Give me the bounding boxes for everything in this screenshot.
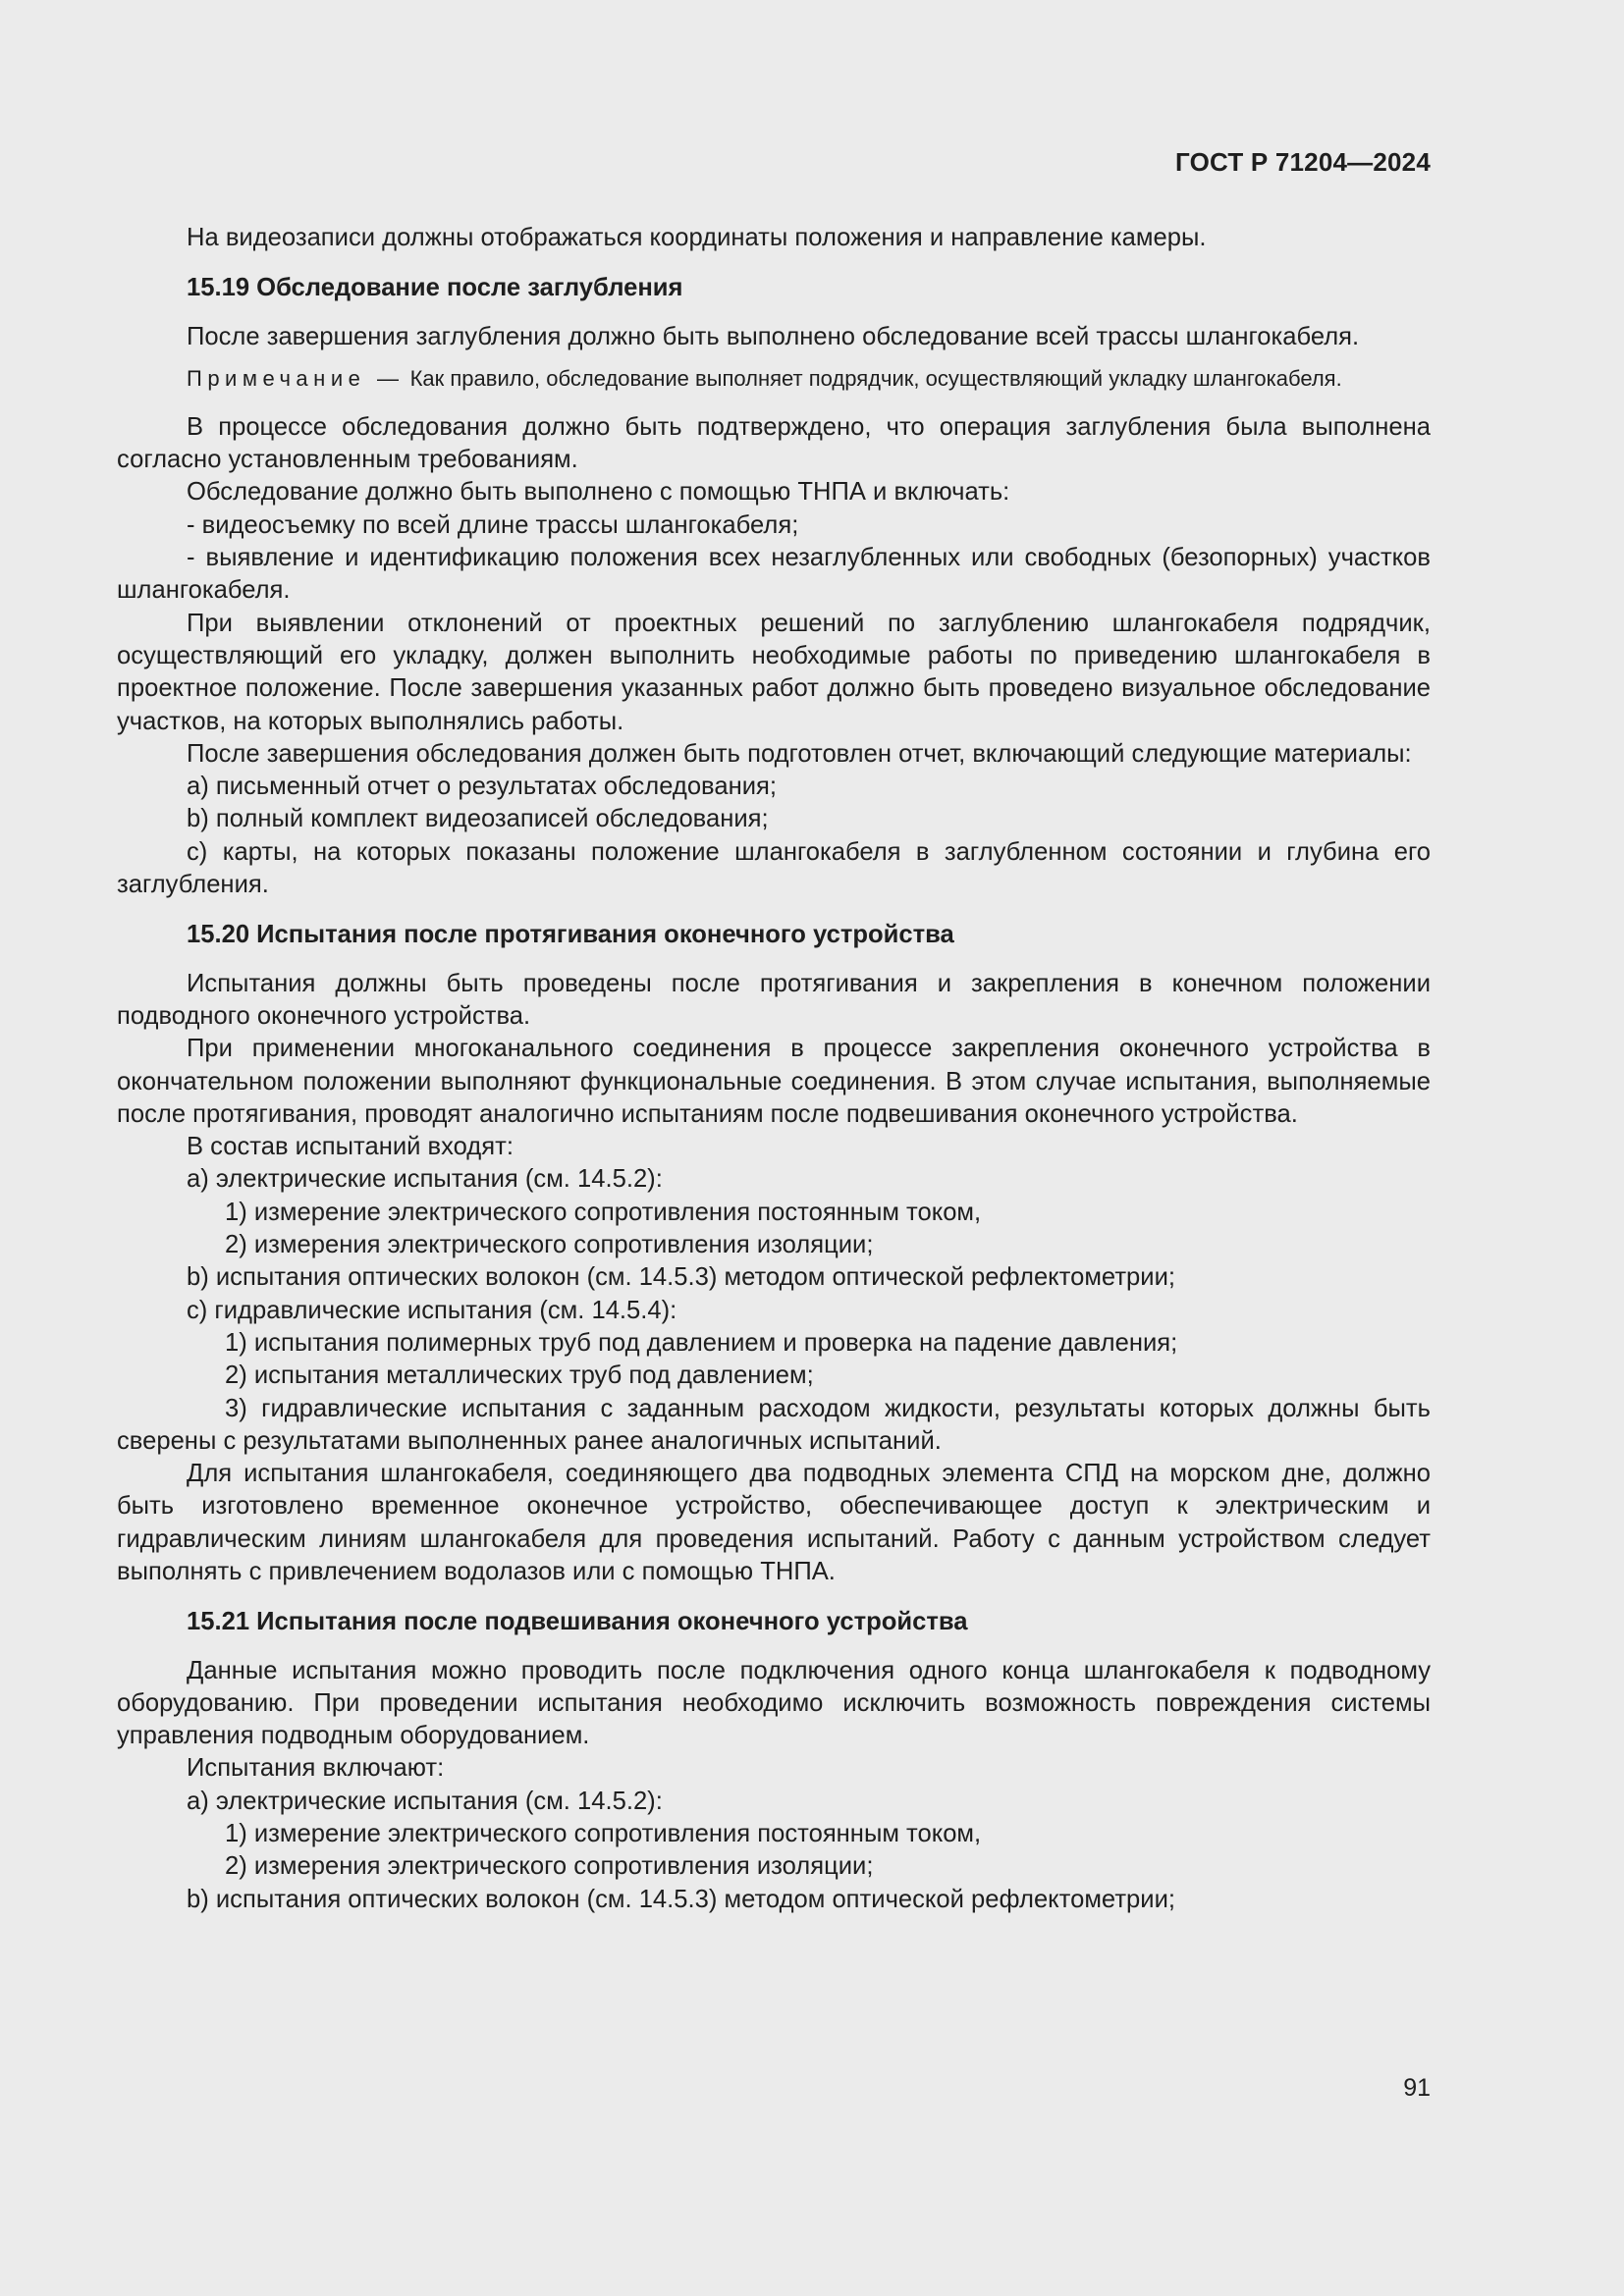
list-item: c) гидравлические испытания (см. 14.5.4): [187,1296,677,1324]
paragraph: В процессе обследования должно быть подтверждено, что операция заглубления была выполнена согласно установленным требованиям. [117,412,1431,474]
paragraph: Для испытания шлангокабеля, соединяющего два подводных элемента СПД на морском дне, должно быть изготовлено временное оконечное устройство, обеспечивающее доступ к электрическим и гидравлическим линиям шлангокабеля для проведения испытаний. Работу с данным устройством следует выполнять с привлечением водолазов или с помощью ТНПА. [117,1460,1431,1585]
list-item: b) испытания оптических волокон (см. 14.5.3) методом оптической рефлектометрии; [187,1885,1175,1913]
note-paragraph [117,363,1431,394]
list-item: - выявление и идентификацию положения всех незаглубленных или свободных (безопорных) участков шлангокабеля. [117,544,1431,605]
list-item: b) испытания оптических волокон (см. 14.5.3) методом оптической рефлектометрии; [187,1263,1175,1292]
spacer [117,1588,1431,1606]
paragraph: После завершения заглубления должно быть выполнено обследование всей трассы шлангокабеля. [187,322,1360,350]
paragraph: При применении многоканального соединения в процессе закрепления оконечного устройства в окончательном положении выполняют функциональные соединения. В этом случае испытания, выполняемые после протягивания, проводят аналогично испытаниям после подвешивания оконечного устройства. [117,1035,1431,1128]
spacer [117,952,1431,968]
document-body [117,222,1431,1916]
paragraph: Данные испытания можно проводить после подключения одного конца шлангокабеля к подводному оборудованию. При проведении испытания необходимо исключить возможность повреждения системы управления подводным оборудованием. [117,1656,1431,1750]
paragraph: Испытания включают: [187,1754,445,1783]
spacer [117,305,1431,321]
list-item: b) полный комплект видеозаписей обследования; [187,805,769,833]
spacer [117,394,1431,411]
list-item: 1) измерение электрического сопротивления постоянным током, [225,1198,982,1226]
document-page [117,0,1431,2296]
section-heading: 15.21 Испытания после подвешивания оконечного устройства [187,1608,968,1636]
spacer [117,254,1431,272]
section-heading: 15.20 Испытания после протягивания оконечного устройства [187,921,954,949]
paragraph: На видеозаписи должны отображаться координаты положения и направление камеры. [187,224,1207,251]
list-item: a) электрические испытания (см. 14.5.2): [187,1165,663,1194]
list-item: - видеосъемку по всей длине трассы шлангокабеля; [187,510,799,539]
list-item: 3) гидравлические испытания с заданным расходом жидкости, результаты которых должны быть сверены с результатами выполненных ранее аналогичных испытаний. [117,1394,1431,1455]
spacer [117,1639,1431,1655]
list-item: a) письменный отчет о результатах обследования; [187,773,778,801]
note-text: Как правило, обследование выполняет подрядчик, осуществляющий укладку шлангокабеля. [409,365,1342,391]
list-item: c) карты, на которых показаны положение шлангокабеля в заглубленном состоянии и глубина его заглубления. [117,837,1431,899]
list-item: 1) испытания полимерных труб под давлением и проверка на падение давления; [225,1328,1178,1357]
section-heading: 15.19 Обследование после заглубления [187,274,683,302]
list-item: 2) измерения электрического сопротивления изоляции; [225,1231,874,1259]
paragraph: В состав испытаний входят: [187,1133,514,1161]
document-id-header: ГОСТ Р 71204—2024 [1175,147,1431,177]
spacer [117,353,1431,363]
list-item: 2) испытания металлических труб под давлением; [225,1362,814,1390]
paragraph: Испытания должны быть проведены после протягивания и закрепления в конечном положении подводного оконечного устройства. [117,969,1431,1030]
list-item: 2) измерения электрического сопротивления изоляции; [225,1852,874,1881]
paragraph: После завершения обследования должен быть подготовлен отчет, включающий следующие материалы: [187,739,1412,768]
paragraph: При выявлении отклонений от проектных решений по заглублению шлангокабеля подрядчик, осуществляющий его укладку, должен выполнить необходимые работы по приведению шлангокабеля в проектное положение. После завершения указанных работ должно быть проведено визуальное обследование участков, на которых выполнялись работы. [117,609,1431,735]
paragraph: Обследование должно быть выполнено с помощью ТНПА и включать: [187,478,1010,507]
list-item: 1) измерение электрического сопротивления постоянным током, [225,1820,982,1848]
spacer [117,901,1431,919]
list-item: a) электрические испытания (см. 14.5.2): [187,1787,663,1815]
note-label: Примечание — [187,365,405,391]
page-number: 91 [1403,2074,1431,2102]
